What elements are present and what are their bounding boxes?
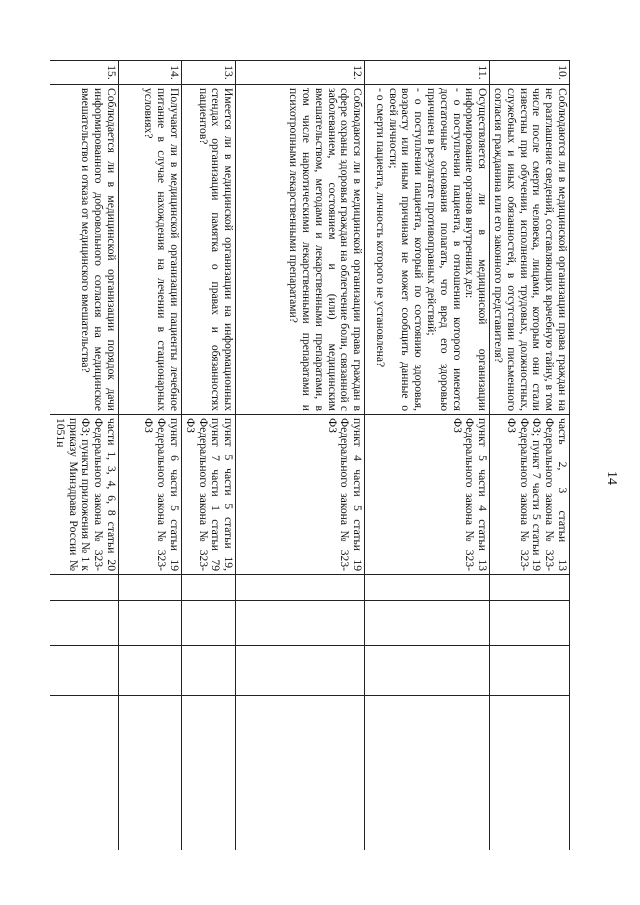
row-number: 14.	[119, 61, 182, 85]
answer-cell	[236, 575, 365, 601]
row-number: 15.	[50, 61, 119, 85]
table-row	[365, 61, 490, 851]
answer-cell	[182, 646, 236, 696]
legal-reference: часть 2, 3 статьи 13 Федерального закона № 323-ФЗ; пункт 7 части 5 статьи 19 Федерального закона № 323-ФЗ	[490, 415, 570, 575]
checklist-table	[50, 60, 570, 850]
page-number: 14	[604, 471, 619, 485]
answer-cell	[365, 601, 490, 646]
row-number: 11.	[365, 61, 490, 85]
answer-cell	[490, 646, 570, 696]
answer-cell	[365, 575, 490, 601]
notes-cell	[119, 696, 182, 851]
answer-cell	[50, 646, 119, 696]
answer-cell	[236, 646, 365, 696]
answer-cell	[50, 575, 119, 601]
notes-cell	[365, 696, 490, 851]
answer-cell	[490, 601, 570, 646]
notes-cell	[182, 696, 236, 851]
question-text	[365, 85, 490, 415]
answer-cell	[119, 575, 182, 601]
legal-reference: пункт 6 части 5 статьи 19 Федерального закона № 323-ФЗ	[119, 415, 182, 575]
question-line: Осуществляется ли в медицинской организации информирование органов внутренних дел:	[463, 88, 490, 411]
question-text: Получают ли в медицинской организации пациенты лечебное питание в случае нахождения на лечении в стационарных условиях?	[119, 85, 182, 415]
checklist-table-container	[50, 60, 570, 850]
answer-cell	[119, 646, 182, 696]
question-text: Соблюдаются ли в медицинской организации права граждан в сфере охраны здоровья граждан на облегчение боли, связанной с заболеванием, состоянием и (или) медицинским вмешательством, методами и лекарственными препаратами, в том числе наркотическими лекарственными препаратами и психотропными лекарственными препаратами?	[236, 85, 365, 415]
question-text: Имеется ли в медицинской организации на информационных стендах организации памятка о правах и обязанностях пациентов?	[182, 85, 236, 415]
legal-reference: части 1, 3, 4, 6, 8 статьи 20 Федерального закона № 323-ФЗ; пункты приложения № 1 к приказу Минздрава России № 1051н	[50, 415, 119, 575]
notes-cell	[236, 696, 365, 851]
answer-cell	[365, 646, 490, 696]
notes-cell	[50, 696, 119, 851]
table-row	[50, 61, 119, 851]
legal-reference: пункт 4 части 5 статьи 19 Федерального закона № 323-ФЗ	[236, 415, 365, 575]
answer-cell	[119, 601, 182, 646]
answer-cell	[50, 601, 119, 646]
question-text: Соблюдаются ли в медицинской организации права граждан на не разглашение сведений, составляющих врачебную тайну, в том числе после смерти человека, лицами, которым они стали известны при обучении, исполнении трудовых, должностных, служебных и иных обязанностей, в отсутствии письменного согласия гражданина или его законного представителя?	[490, 85, 570, 415]
row-number: 12.	[236, 61, 365, 85]
answer-cell	[236, 601, 365, 646]
question-line: - о поступлении пациента, в отношении которого имеются достаточные основания полагать, что вред его здоровью причинен в результате противоправных действий;	[425, 88, 464, 411]
question-line: - о поступлении пациента, который по состоянию здоровья, возрасту или иным причинам не может сообщить данные о своей личности;	[386, 88, 426, 411]
question-line: - о смерти пациента, личность которого не установлена?	[373, 88, 387, 368]
answer-cell	[182, 575, 236, 601]
table-row	[119, 61, 182, 851]
question-text: Соблюдается ли в медицинской организации порядок дачи информированного добровольного согласия на медицинское вмешательство и отказа от медицинского вмешательства?	[50, 85, 119, 415]
table-row	[236, 61, 365, 851]
row-number: 13.	[182, 61, 236, 85]
legal-reference: пункт 5 части 4 статьи 13 Федерального закона № 323-ФЗ	[365, 415, 490, 575]
row-number: 10.	[490, 61, 570, 85]
table-row	[490, 61, 570, 851]
rotated-table	[50, 60, 570, 850]
answer-cell	[490, 575, 570, 601]
legal-reference: пункт 5 части 5 статьи 19, пункт 7 части 1 статьи 79 Федерального закона № 323-ФЗ	[182, 415, 236, 575]
answer-cell	[182, 601, 236, 646]
notes-cell	[490, 696, 570, 851]
table-row	[182, 61, 236, 851]
